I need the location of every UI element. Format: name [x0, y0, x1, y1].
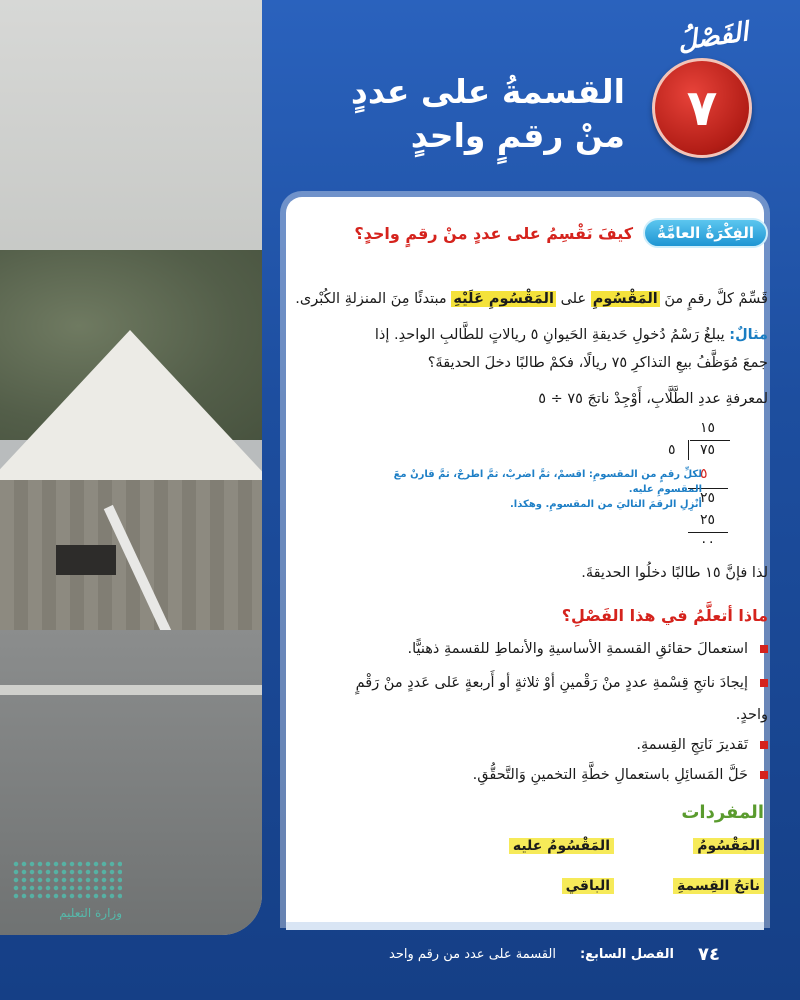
ministry-name: وزارة التعليم: [59, 906, 122, 920]
big-idea-question: كيفَ نَقْسِمُ على عددٍ منْ رقمٍ واحدٍ؟: [354, 223, 634, 243]
vocab-term-remainder: الباقي: [562, 878, 614, 894]
example-text1: يبلغُ رَسْمُ دُخولِ حَديقةِ الحَيوانِ ٥ ريالاتٍ للطَّالبِ الواحدِ. إذا: [374, 327, 725, 343]
division-quotient: ١٥: [700, 420, 716, 436]
big-idea: [354, 218, 768, 248]
vocab-term-dividend: المَقْسُومُ: [693, 838, 764, 854]
example-line1: [375, 322, 768, 348]
footer-chapter-title: القسمة على عدد من رقم واحد: [389, 947, 556, 962]
learn-item-1-text: استعمالَ حقائقِ القسمةِ الأساسيةِ والأنماطِ للقسمةِ ذهنيًّا.: [407, 641, 748, 657]
chapter-title: [265, 70, 625, 158]
cover-photo: [0, 0, 262, 935]
division-line2: [688, 532, 728, 533]
intro-part1: قَسِّمْ كلَّ رقمٍ منَ: [664, 291, 768, 307]
learn-heading: ماذا أتعلَّمُ في هذا الفَصْلِ؟: [561, 606, 768, 625]
division-hint1: لكلِّ رقمٍ من المقسومِ: اقسمْ، ثمَّ اضربْ، ثمَّ اطرحْ، ثمَّ قارنْ معَ المقسومِ عليه.: [393, 469, 702, 495]
ministry-logo-icon: [12, 860, 122, 900]
bullet-icon: [760, 645, 768, 653]
example-line3: لمعرفةِ عددِ الطَّلَّابِ، أَوْجِدْ ناتجَ ٧٥ ÷ ٥: [538, 391, 768, 407]
bullet-icon: [760, 771, 768, 779]
example-line2: جمعَ مُوَظَّفُ بيعِ التذاكرِ ٧٥ ريالًا، فكمْ طالبًا دخلَ الحديقةَ؟: [427, 355, 768, 371]
vocab-term-divisor: المَقْسُومُ عليه: [509, 838, 614, 854]
vocab-term-quotient: ناتجُ القِسمةِ: [673, 878, 764, 894]
example-label: مثالٌ:: [729, 327, 768, 343]
learn-item-2-continued: واحدٍ.: [735, 707, 768, 723]
division-remainder: ٠٠: [700, 534, 716, 550]
bullet-icon: [760, 741, 768, 749]
ministry-logo: [12, 860, 122, 930]
learn-item-2-text: إيجادَ ناتجِ قِسْمةِ عددٍ منْ رَقْمينِ أوْ ثلاثةٍ أو أَربعةٍ عَلى عَددٍ منْ رَقْمٍ: [355, 675, 748, 691]
chapter-title-line1: القسمةُ على عددٍ: [350, 72, 625, 111]
learn-item-3: [348, 732, 768, 759]
division-divisor: ٥: [668, 442, 676, 458]
division-bring-down: ٢٥: [700, 490, 716, 506]
chapter-word: الفَصْلُ: [675, 17, 751, 57]
vocab-heading: المفردات: [681, 802, 764, 823]
intro-part3: مبتدئًا مِنَ المنزلةِ الكُبْرى.: [295, 291, 447, 307]
division-step2: ٢٥: [700, 512, 716, 528]
photo-kerb: [0, 685, 262, 695]
photo-sign: [56, 545, 116, 575]
division-step1: ٥: [700, 466, 708, 482]
intro-text: [295, 286, 768, 312]
chapter-number-badge: ٧: [652, 58, 752, 158]
division-dividend: ٧٥: [700, 442, 716, 458]
division-bar: [690, 440, 730, 441]
learn-item-3-text: تَقديرَ نَاتِجِ القِسمةِ.: [636, 737, 748, 753]
learn-item-2: [348, 670, 768, 697]
term-dividend: المَقْسُومِ: [592, 291, 658, 307]
bullet-icon: [760, 679, 768, 687]
footer-chapter-label: الفصل السابع:: [579, 947, 675, 962]
division-hint: [382, 467, 702, 512]
page-footer: [389, 944, 720, 965]
division-hint2: أنْزِلِ الرقمَ التاليَ من المقسومِ. وهكذا.: [510, 499, 702, 510]
learn-item-4-text: حَلَّ المَسائِلِ باستعمالِ خطَّةِ التخمينِ وَالتَّحقُّقِ.: [472, 767, 748, 783]
intro-part2: على: [560, 291, 587, 307]
chapter-title-line2: منْ رقمٍ واحدٍ: [410, 116, 625, 155]
term-divisor: المَقْسُومِ عَلَيْهِ: [453, 291, 554, 307]
learn-item-1: [348, 636, 768, 663]
learn-item-4: [348, 762, 768, 789]
division-bracket: [688, 440, 689, 460]
photo-tent: [0, 330, 262, 480]
page-number: ٧٤: [698, 944, 720, 965]
card-strip: [286, 922, 764, 930]
big-idea-label: الفِكْرَةُ العامَّةُ: [643, 218, 768, 248]
conclusion: لذا فإنَّ ١٥ طالبًا دخلُوا الحديقةَ.: [581, 565, 768, 581]
